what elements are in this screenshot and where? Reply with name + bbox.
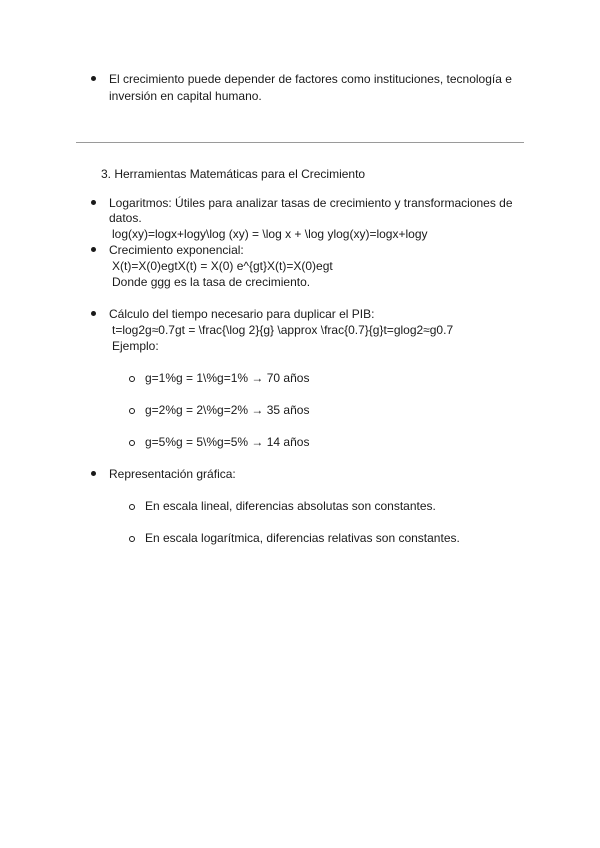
bullet-circle-icon (129, 376, 135, 382)
bullet-disc-icon (91, 76, 96, 81)
bullet-disc-icon (91, 311, 96, 316)
doubling-formula: t=log2g≈0.7gt = \frac{\log 2}{g} \approx \frac{0.7}{g}t=glog2≈g0.7 (112, 323, 454, 337)
graphical-item: En escala lineal, diferencias absolutas son constantes. (145, 499, 436, 513)
example-label: Ejemplo: (112, 339, 159, 353)
section-heading: 3. Herramientas Matemáticas para el Crecimiento (101, 167, 366, 181)
bullet-circle-icon (129, 440, 135, 446)
intro-bullet-line1: El crecimiento puede depender de factores como instituciones, tecnología e (109, 72, 512, 86)
bullet-disc-icon (91, 471, 96, 476)
doubling-label: Cálculo del tiempo necesario para duplicar el PIB: (109, 307, 375, 321)
example-item: g=5%g = 5\%g=5% → 14 años (145, 435, 310, 449)
exponential-note: Donde ggg es la tasa de crecimiento. (112, 275, 311, 289)
example-item: g=2%g = 2\%g=2% → 35 años (145, 403, 310, 417)
example-item: g=1%g = 1\%g=1% → 70 años (145, 371, 310, 385)
bullet-disc-icon (91, 247, 96, 252)
exponential-label: Crecimiento exponencial: (109, 243, 244, 257)
bullet-circle-icon (129, 408, 135, 414)
logarithms-formula: log(xy)=logx+logy\log (xy) = \log x + \log ylog(xy)=logx+logy (112, 227, 428, 241)
graphical-item: En escala logarítmica, diferencias relativas son constantes. (145, 531, 460, 545)
exponential-formula: X(t)=X(0)egtX(t) = X(0) e^{gt}X(t)=X(0)egt (112, 259, 333, 273)
intro-bullet-line2: inversión en capital humano. (109, 89, 262, 103)
logarithms-text-line2: datos. (109, 211, 142, 225)
bullet-circle-icon (129, 536, 135, 542)
bullet-disc-icon (91, 200, 96, 205)
graphical-label: Representación gráfica: (109, 467, 236, 481)
horizontal-divider (76, 142, 524, 143)
bullet-circle-icon (129, 504, 135, 510)
logarithms-text-line1: Logaritmos: Útiles para analizar tasas de crecimiento y transformaciones de (109, 196, 513, 210)
